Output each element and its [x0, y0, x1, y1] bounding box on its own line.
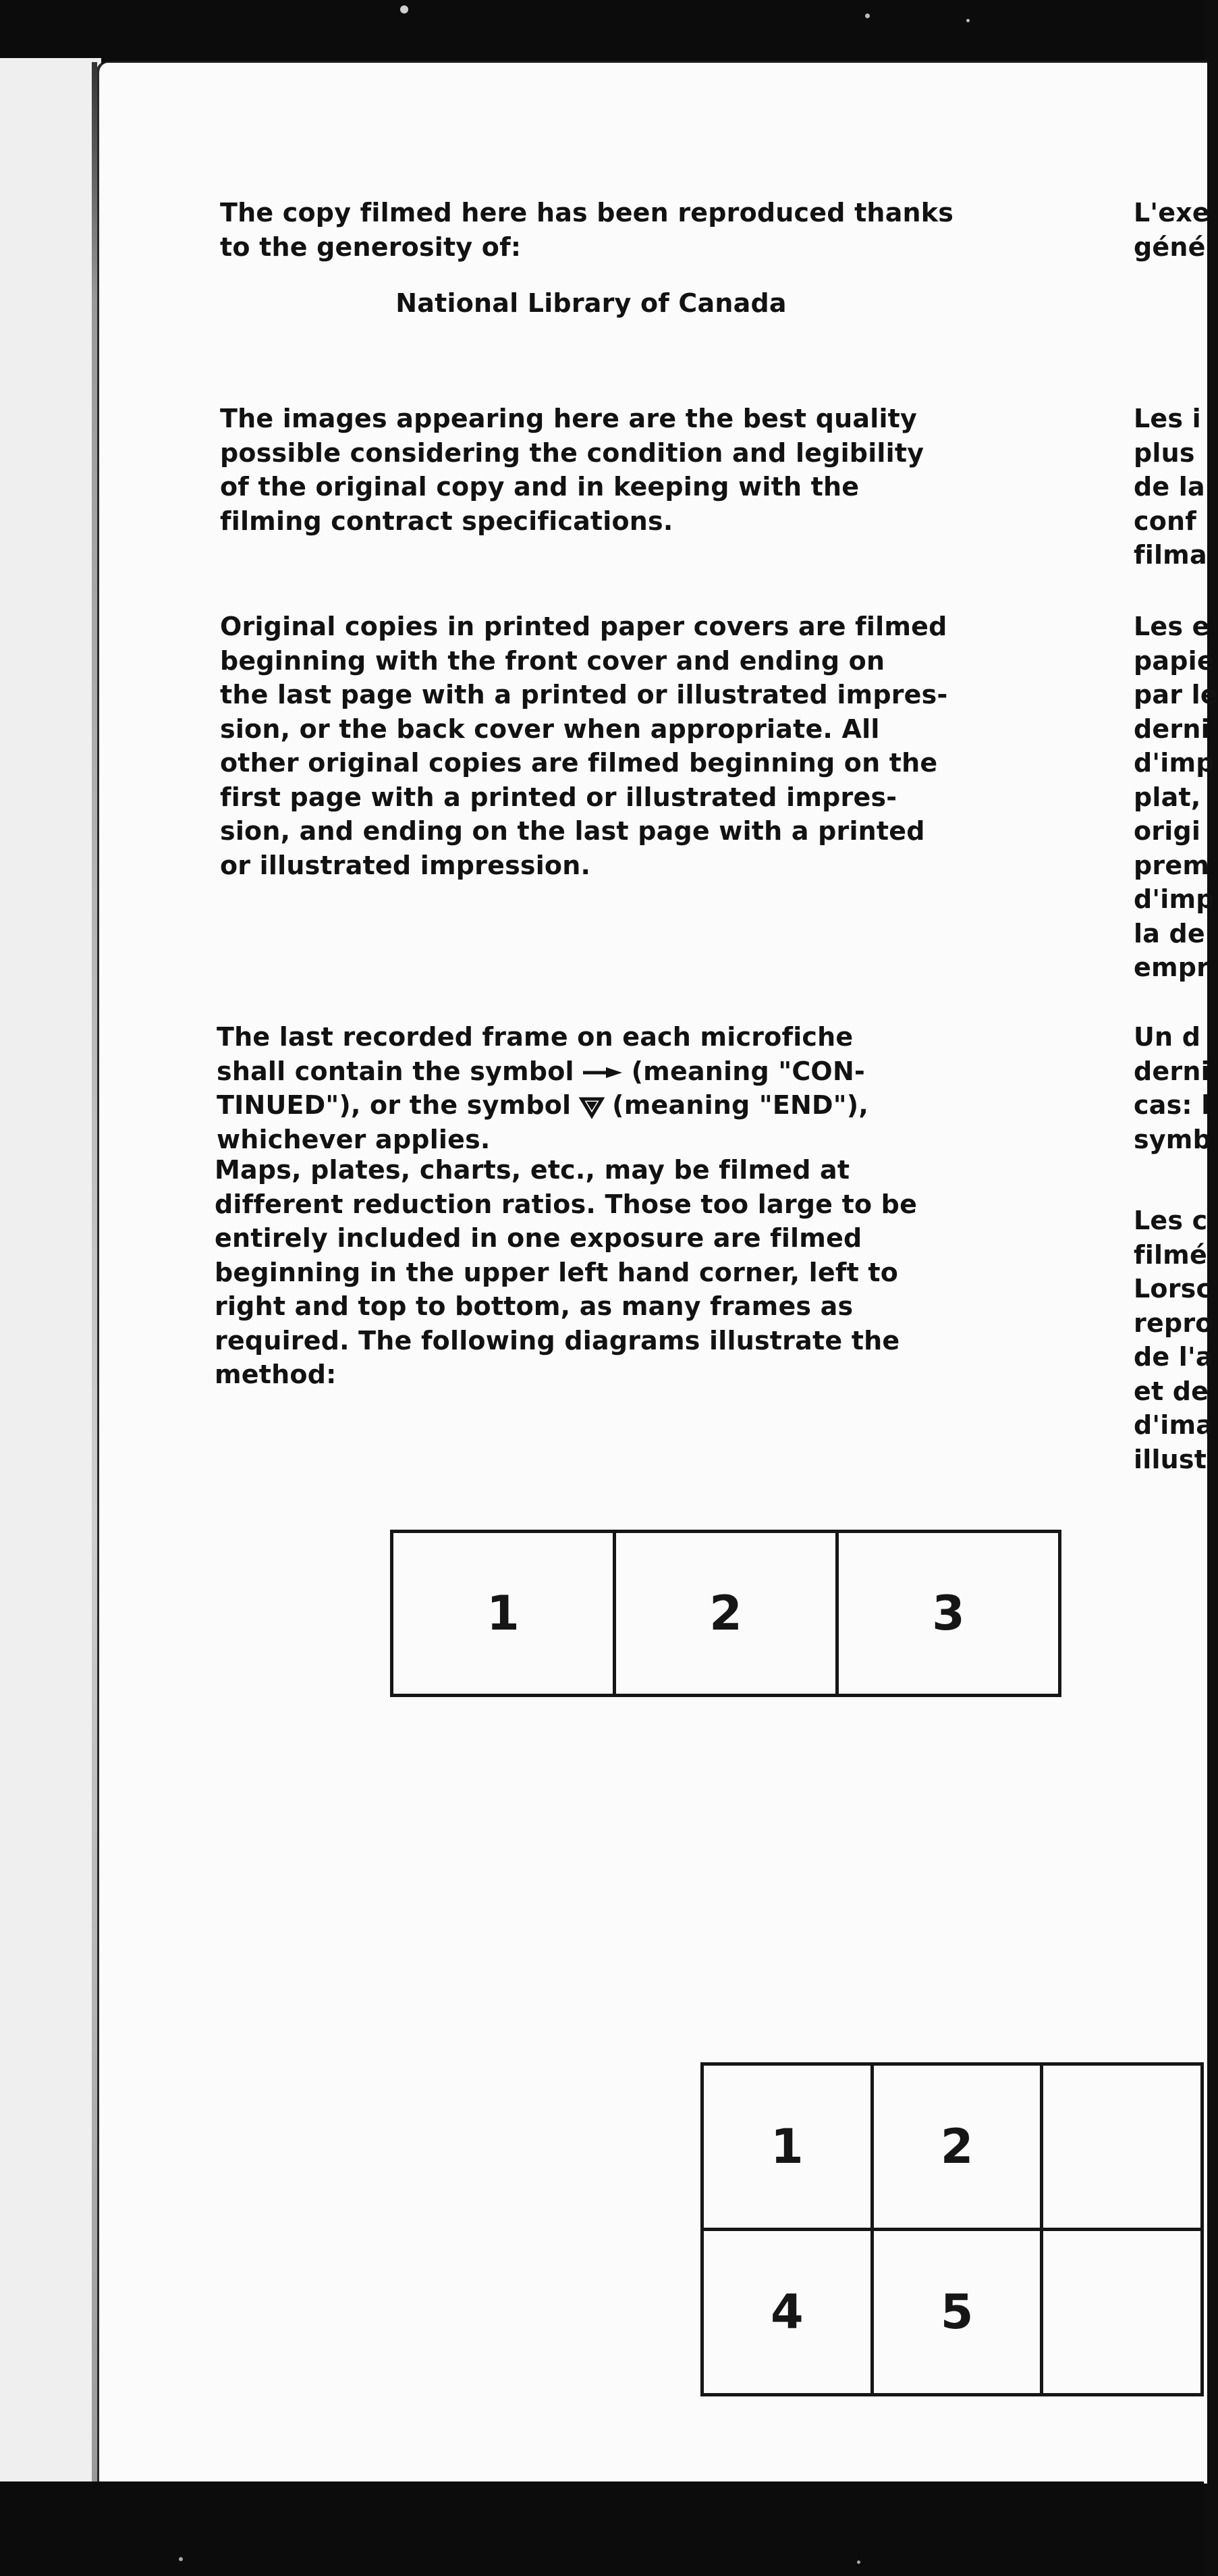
french-credit-fragment — [1134, 196, 1210, 264]
text-line: par le — [1134, 680, 1218, 709]
text-line: plat, — [1134, 782, 1201, 812]
text-line: géné — [1134, 232, 1206, 262]
frame-cell: 3 — [837, 1532, 1060, 1696]
frame-cell: 4 — [702, 2230, 873, 2395]
text-line: or illustrated impression. — [220, 850, 591, 880]
credit-paragraph — [220, 196, 953, 264]
text-line: to the generosity of: — [220, 232, 522, 262]
text-line: papie — [1134, 645, 1215, 676]
text-line: et de — [1134, 1376, 1209, 1406]
text-line: Un d — [1134, 1022, 1201, 1052]
text-line: Maps, plates, charts, etc., may be filmed at — [215, 1155, 850, 1185]
frame-cell: 2 — [872, 2064, 1042, 2230]
previous-page-edge — [0, 58, 101, 2481]
text-line: of the original copy and in keeping with the — [220, 472, 860, 502]
text-fragment: shall contain the symbol — [217, 1056, 574, 1086]
text-line: The images appearing here are the best quality — [220, 404, 918, 433]
text-fragment: TINUED"), or the symbol — [217, 1090, 572, 1120]
film-border-top — [0, 0, 1204, 62]
text-line: filma — [1134, 540, 1207, 570]
frame-cell: 2 — [615, 1532, 837, 1696]
diagram-row — [702, 2064, 1202, 2230]
text-line: d'ima — [1134, 1410, 1214, 1440]
text-line: conf — [1134, 506, 1197, 536]
frame-cell — [1042, 2064, 1202, 2230]
text-line: de l'a — [1134, 1342, 1213, 1372]
text-fragment: (meaning "END"), — [612, 1090, 868, 1120]
text-line: National Library of Canada — [395, 288, 787, 318]
text-line: d'imp — [1134, 748, 1215, 778]
down-triangle-icon — [580, 1097, 603, 1117]
diagram-row — [702, 2230, 1202, 2395]
text-line: the last page with a printed or illustrated impres- — [220, 680, 948, 709]
diagram-row — [392, 1532, 1060, 1696]
last-frame-paragraph — [217, 1020, 868, 1156]
film-speck — [966, 19, 970, 22]
text-line: entirely included in one exposure are filmed — [215, 1223, 862, 1253]
binding-shadow — [92, 62, 97, 2481]
text-line: Original copies in printed paper covers are filmed — [220, 612, 947, 641]
text-line: possible considering the condition and legibility — [220, 437, 924, 468]
text-line: derni — [1134, 714, 1210, 744]
text-line: symb — [1134, 1124, 1211, 1154]
text-line: filming contract specifications. — [220, 506, 673, 536]
text-line: different reduction ratios. Those too large to be — [215, 1189, 918, 1219]
text-fragment: (meaning "CON- — [631, 1056, 865, 1086]
linear-frame-diagram — [390, 1530, 1061, 1697]
text-line: de la — [1134, 472, 1205, 502]
text-line: filmé — [1134, 1239, 1207, 1270]
text-line: Les i — [1134, 404, 1201, 433]
text-line: prem — [1134, 850, 1210, 880]
quality-paragraph — [220, 402, 924, 538]
text-line — [217, 1054, 868, 1089]
film-speck — [857, 2560, 860, 2564]
film-speck — [865, 14, 870, 18]
text-line: illust — [1134, 1444, 1207, 1474]
text-line — [217, 1088, 868, 1123]
film-speck — [179, 2557, 183, 2561]
text-line: repro — [1134, 1308, 1213, 1338]
text-line: right and top to bottom, as many frames as — [215, 1291, 854, 1321]
right-arrow-icon — [583, 1066, 622, 1079]
text-line: L'exe — [1134, 198, 1210, 227]
text-line: Lorsc — [1134, 1274, 1212, 1304]
institution-name — [220, 286, 962, 321]
text-line: The copy filmed here has been reproduced thanks — [220, 198, 954, 227]
text-line: sion, or the back cover when appropriate. All — [220, 714, 880, 744]
frame-cell: 1 — [392, 1532, 615, 1696]
text-line: Les c — [1134, 1206, 1208, 1235]
text-line: d'imp — [1134, 884, 1215, 914]
frame-cell: 5 — [872, 2230, 1042, 2395]
grid-frame-diagram — [700, 2062, 1204, 2396]
maps-paragraph — [215, 1153, 917, 1392]
text-line: required. The following diagrams illustrate the — [215, 1325, 900, 1356]
french-originals-fragment — [1134, 610, 1218, 985]
film-speck — [400, 5, 408, 14]
frame-cell: 1 — [702, 2064, 873, 2230]
text-line: whichever applies. — [217, 1124, 491, 1154]
french-quality-fragment — [1134, 402, 1207, 572]
text-line: origi — [1134, 816, 1201, 846]
text-line: beginning in the upper left hand corner, left to — [215, 1257, 899, 1287]
text-line: method: — [215, 1360, 337, 1389]
film-border-bottom — [0, 2481, 1204, 2576]
text-line: beginning with the front cover and ending on — [220, 645, 885, 676]
text-line: Les e — [1134, 612, 1210, 641]
text-line: plus — [1134, 437, 1195, 468]
french-maps-fragment — [1134, 1204, 1213, 1476]
originals-paragraph — [220, 610, 947, 882]
frame-cell — [1042, 2230, 1202, 2395]
text-line: la de — [1134, 918, 1205, 948]
french-frame-fragment — [1134, 1020, 1211, 1156]
text-line: cas: l — [1134, 1090, 1211, 1120]
text-line: empr — [1134, 952, 1210, 982]
text-line: sion, and ending on the last page with a printed — [220, 816, 925, 846]
text-line: other original copies are filmed beginning on the — [220, 748, 938, 778]
text-line: derni — [1134, 1056, 1210, 1086]
text-line: The last recorded frame on each microfiche — [217, 1022, 854, 1052]
text-line: first page with a printed or illustrated impres- — [220, 782, 897, 812]
